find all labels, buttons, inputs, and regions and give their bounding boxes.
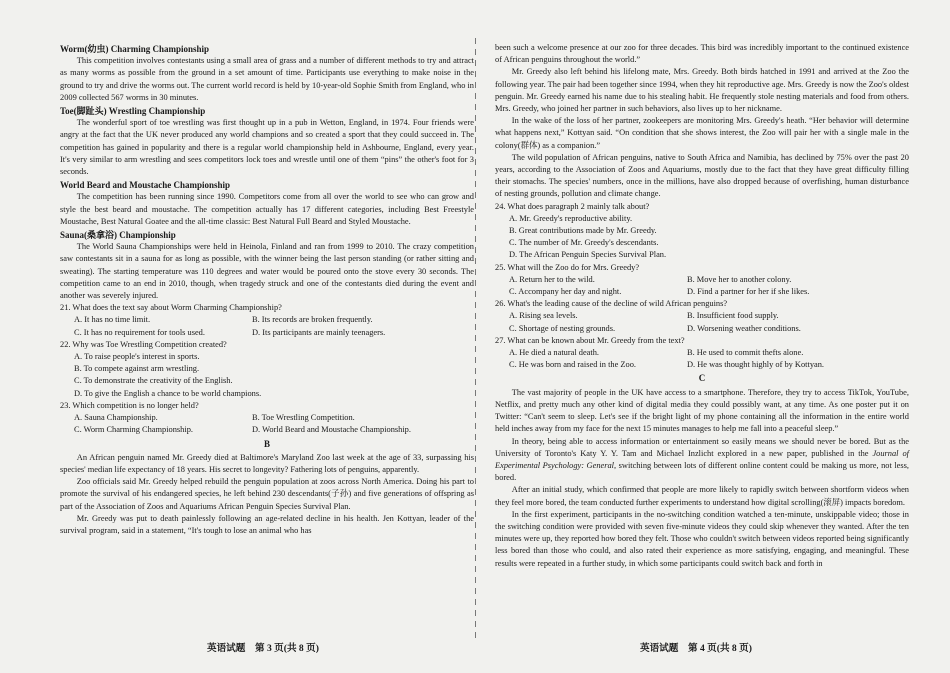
footer-page-3: 英语试题 第 3 页(共 8 页) xyxy=(207,643,319,654)
footer-page-4: 英语试题 第 4 页(共 8 页) xyxy=(640,643,752,654)
para-c3: In the wake of the loss of her partner, zookeepers are monitoring Mrs. Greedy's heath. “Her behavior will determine what happens next,” Kottyan said. “On condition that she shows interest, the Zoo will pair her with a single male in the colony(群体) as a companion.” xyxy=(495,116,909,150)
option-26d[interactable]: D. Worsening weather conditions. xyxy=(687,323,801,333)
heading-worm: Worm(幼虫) Charming Championship xyxy=(60,44,210,54)
question-25: 25. What will the Zoo do for Mrs. Greedy? xyxy=(495,262,640,272)
section-b-label: B xyxy=(263,438,270,449)
option-24b[interactable]: B. Great contributions made by Mr. Greedy. xyxy=(509,226,657,236)
question-22: 22. Why was Toe Wrestling Competition created? xyxy=(60,339,227,349)
question-24: 24. What does paragraph 2 mainly talk about? xyxy=(495,201,650,211)
para-beard: The competition has been running since 1990. Competitors come from all over the world to see who can grow and style the best beard and moustache. The competition actually has 17 different categories, including Best Freestyle Moustache, Best Natural Goatee and the all-time classic: Best Natural Full Beard and Styled Moustache. xyxy=(60,192,474,226)
question-21: 21. What does the text say about Worm Charming Championship? xyxy=(60,303,282,313)
option-24c[interactable]: C. The number of Mr. Greedy's descendants. xyxy=(509,238,659,248)
option-23c[interactable]: C. Worm Charming Championship. xyxy=(74,425,193,435)
option-21d[interactable]: D. Its participants are mainly teenagers. xyxy=(252,327,386,337)
options-23 xyxy=(60,412,474,436)
option-23b[interactable]: B. Toe Wrestling Competition. xyxy=(252,413,355,423)
heading-toe: Toe(脚趾头) Wrestling Championship xyxy=(60,106,206,117)
para-toe: The wonderful sport of toe wrestling was first thought up in a pub in Wetton, England, in 1974. Four friends were angry at the fact that the UK never produced any world champions and so created a sport that they could succeed in. The competition has gained in popularity and there is a regular world championship held in Ashbourne, England, every year. It's very similar to arm wrestling and sees competitors lock toes and wrestle until one of them “pins” the other's foot for 3 seconds. xyxy=(60,118,474,177)
right-page xyxy=(495,42,909,570)
option-25d[interactable]: D. Find a partner for her if she likes. xyxy=(687,287,810,297)
para-d3: After an initial study, which confirmed that people are more likely to rapidly switch between shortform videos when they feel more bored, the team conducted further experiments to understand how digital scrolling(滚屏) impacts boredom. xyxy=(495,485,909,507)
section-c-label: C xyxy=(698,373,706,384)
options-27 xyxy=(495,347,909,371)
option-25b[interactable]: B. Move her to another colony. xyxy=(687,274,792,284)
para-worm: This competition involves contestants using a small area of grass and a number of different methods to try and attract as many worms as possible from the ground in a set amount of time. Participants use everything to make noise in the ground to try and drive the worms out. The current world record is held by 10-year-old Sophie Smith from England, who in 2009 collected 567 worms in 30 minutes. xyxy=(60,56,474,102)
heading-sauna: Sauna(桑拿浴) Championship xyxy=(60,230,176,241)
option-21b[interactable]: B. Its records are broken frequently. xyxy=(252,315,373,325)
option-27b[interactable]: B. He used to commit thefts alone. xyxy=(687,348,804,358)
option-27a[interactable]: A. He died a natural death. xyxy=(509,348,599,358)
question-23: 23. Which competition is no longer held? xyxy=(60,400,199,410)
para-b1: An African penguin named Mr. Greedy died at Baltimore's Maryland Zoo last week at the age of 33, surpassing his species' median life expectancy of 18 years. His secret to longevity? Fathering lots of penguins, apparently. xyxy=(60,452,474,474)
option-23a[interactable]: A. Sauna Championship. xyxy=(74,413,158,423)
para-b3: Mr. Greedy was put to death painlessly following an age-related decline in his health. Jen Kottyan, leader of the survival program, said in a statement, “It's tough to lose an animal who has xyxy=(60,513,474,535)
options-26 xyxy=(495,310,909,334)
para-d2-end: , switching between lots of different online content could be making us more, not less, bored. xyxy=(495,460,909,483)
para-d2 xyxy=(495,436,909,485)
para-d1: The vast majority of people in the UK have access to a smartphone. Therefore, they try to access TikTok, YouTube, Netflix, and pretty much any other kind of digital media they could possibly want, at any time. As one poster put it on Twitter: “Can't seem to sleep. Let's see if the bright light of my phone containing all the information in the entire world held inches away from my face for the next 15 minutes manages to help me fall into a peaceful sleep.” xyxy=(495,387,909,434)
option-25a[interactable]: A. Return her to the wild. xyxy=(509,274,595,284)
para-d2-start: In theory, being able to access information or entertainment so easily means we should never be bored. But as the University of Toronto's Katy Y. Y. Tam and Michael Inzlicht explored in a new paper, published in the xyxy=(495,436,909,458)
option-22d[interactable]: D. To give the English a chance to be world champions. xyxy=(74,388,262,398)
options-25 xyxy=(495,274,909,298)
option-26a[interactable]: A. Rising sea levels. xyxy=(509,311,578,321)
question-26: 26. What's the leading cause of the decline of wild African penguins? xyxy=(495,299,728,309)
option-25c[interactable]: C. Accompany her day and night. xyxy=(509,287,622,297)
option-22c[interactable]: C. To demonstrate the creativity of the English. xyxy=(74,376,233,386)
journal-title: Journal of Experimental Psychology: General xyxy=(495,448,909,470)
options-21 xyxy=(60,314,474,338)
option-27c[interactable]: C. He was born and raised in the Zoo. xyxy=(509,360,636,370)
left-page xyxy=(60,42,474,537)
para-c4: The wild population of African penguins, native to South Africa and Namibia, has declined by 75% over the past 20 years, according to the Association of Zoos and Aquariums, mostly due to the fact that they have great difficulty filling their stomachs. The species' numbers, once in the millions, have also dropped because of overfishing, human disturbance of nesting grounds, pollution and climate change. xyxy=(495,152,909,199)
option-24a[interactable]: A. Mr. Greedy's reproductive ability. xyxy=(509,213,633,223)
heading-beard: World Beard and Moustache Championship xyxy=(60,180,231,191)
para-d4: In the first experiment, participants in the no-switching condition watched a ten-minute, unskippable video; those in the switching condition were provided with seven five-minute videos they could skip whenever they wanted. After the ten minutes were up, they reported how bored they felt. Those who couldn't switch between videos reported being significantly less bored than those who could, and also rated their experience as more satisfying, engaging, and meaningful. These results were repeated in a further study, in which some participants could switch back and forth in xyxy=(495,509,909,568)
para-sauna: The World Sauna Championships were held in Heinola, Finland and ran from 1999 to 2010. The crazy competition saw contestants sit in a sauna for as long as possible, with the winner being the last person standing (or rather sitting and sweating). The starting temperature was 110 degrees and water would be poured onto the stove every 30 seconds. The competition came to an end in 2010, though, when tragedy struck and one of the contestants died during the event and another was severely injured. xyxy=(60,242,474,301)
option-22b[interactable]: B. To compete against arm wrestling. xyxy=(74,364,200,374)
option-27d[interactable]: D. He was thought highly of by Kottyan. xyxy=(687,360,825,370)
option-26b[interactable]: B. Insufficient food supply. xyxy=(687,311,779,321)
option-23d[interactable]: D. World Beard and Moustache Championship. xyxy=(252,425,411,435)
option-26c[interactable]: C. Shortage of nesting grounds. xyxy=(509,323,616,333)
option-22a[interactable]: A. To raise people's interest in sports. xyxy=(74,352,200,362)
para-c1: been such a welcome presence at our zoo for three decades. This bird was incredibly important to the continued existence of African penguins throughout the world.” xyxy=(495,43,909,65)
para-c2: Mr. Greedy also left behind his lifelong mate, Mrs. Greedy. Both birds hatched in 1991 and arrived at the Zoo the following year. The pair had been together since 1994, when they hit reproductive age. Mrs. Greedy is now the Zoo's oldest penguin. Mr. Greedy earned his name due to his stealing habit. He frequently stole nesting materials and food from others. Mrs. Greedy, who joined her partner in such behaviors, also lives up to her nickname. xyxy=(495,67,909,114)
option-24d[interactable]: D. The African Penguin Species Survival Plan. xyxy=(509,250,667,260)
para-b2: Zoo officials said Mr. Greedy helped rebuild the penguin population at zoos across North America. Doing his part to promote the survival of his endangered species, he left behind 230 descendants(子孙) and five generations of offspring as part of the Association of Zoos and Aquariums African Penguin Species Survival Plan. xyxy=(60,477,474,511)
question-27: 27. What can be known about Mr. Greedy from the text? xyxy=(495,335,685,345)
option-21c[interactable]: C. It has no requirement for tools used. xyxy=(74,327,205,337)
option-21a[interactable]: A. It has no time limit. xyxy=(74,315,151,325)
